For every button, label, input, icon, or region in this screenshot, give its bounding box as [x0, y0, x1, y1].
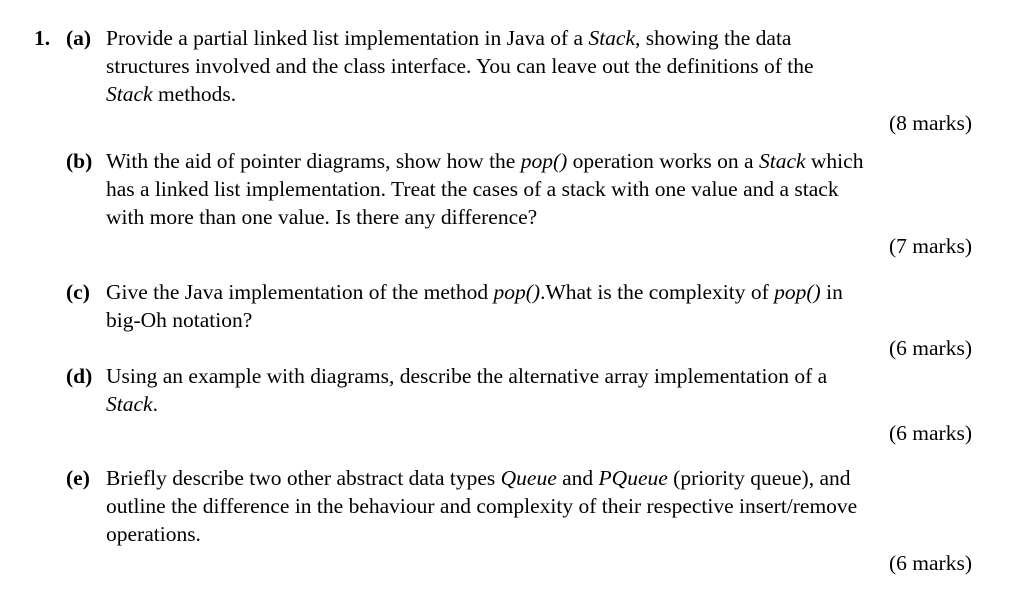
part-a-label: (a) — [66, 26, 92, 50]
part-a-line-3: Stack methods. — [106, 82, 237, 106]
part-a-line-2: structures involved and the class interface. You can leave out the definitions of the — [106, 54, 814, 78]
part-e-label: (e) — [66, 466, 90, 490]
part-d-label: (d) — [66, 364, 93, 388]
part-b-line-1: With the aid of pointer diagrams, show how the pop() operation works on a Stack which — [106, 149, 864, 173]
part-c-label: (c) — [66, 280, 90, 304]
part-c-line-1: Give the Java implementation of the method pop().What is the complexity of pop() in — [106, 280, 843, 304]
part-d-line-2: Stack. — [106, 392, 158, 416]
part-d-line-1: Using an example with diagrams, describe the alternative array implementation of a — [106, 364, 828, 388]
part-e-line-2: outline the difference in the behaviour and complexity of their respective insert/remove — [106, 494, 858, 518]
part-a-line-1: Provide a partial linked list implementation in Java of a Stack, showing the data — [106, 26, 792, 50]
part-e-line-3: operations. — [106, 522, 201, 546]
part-c-marks: (6 marks) — [889, 336, 972, 360]
part-c-line-2: big-Oh notation? — [106, 308, 253, 332]
question-number: 1. — [34, 26, 51, 50]
part-a-marks: (8 marks) — [889, 111, 972, 135]
part-e-line-1: Briefly describe two other abstract data types Queue and PQueue (priority queue), and — [106, 466, 851, 490]
part-b-line-2: has a linked list implementation. Treat the cases of a stack with one value and a stack — [106, 177, 839, 201]
part-e-marks: (6 marks) — [889, 551, 972, 575]
part-b-label: (b) — [66, 149, 93, 173]
part-b-line-3: with more than one value. Is there any difference? — [106, 205, 538, 229]
part-b-marks: (7 marks) — [889, 234, 972, 258]
part-d-marks: (6 marks) — [889, 421, 972, 445]
